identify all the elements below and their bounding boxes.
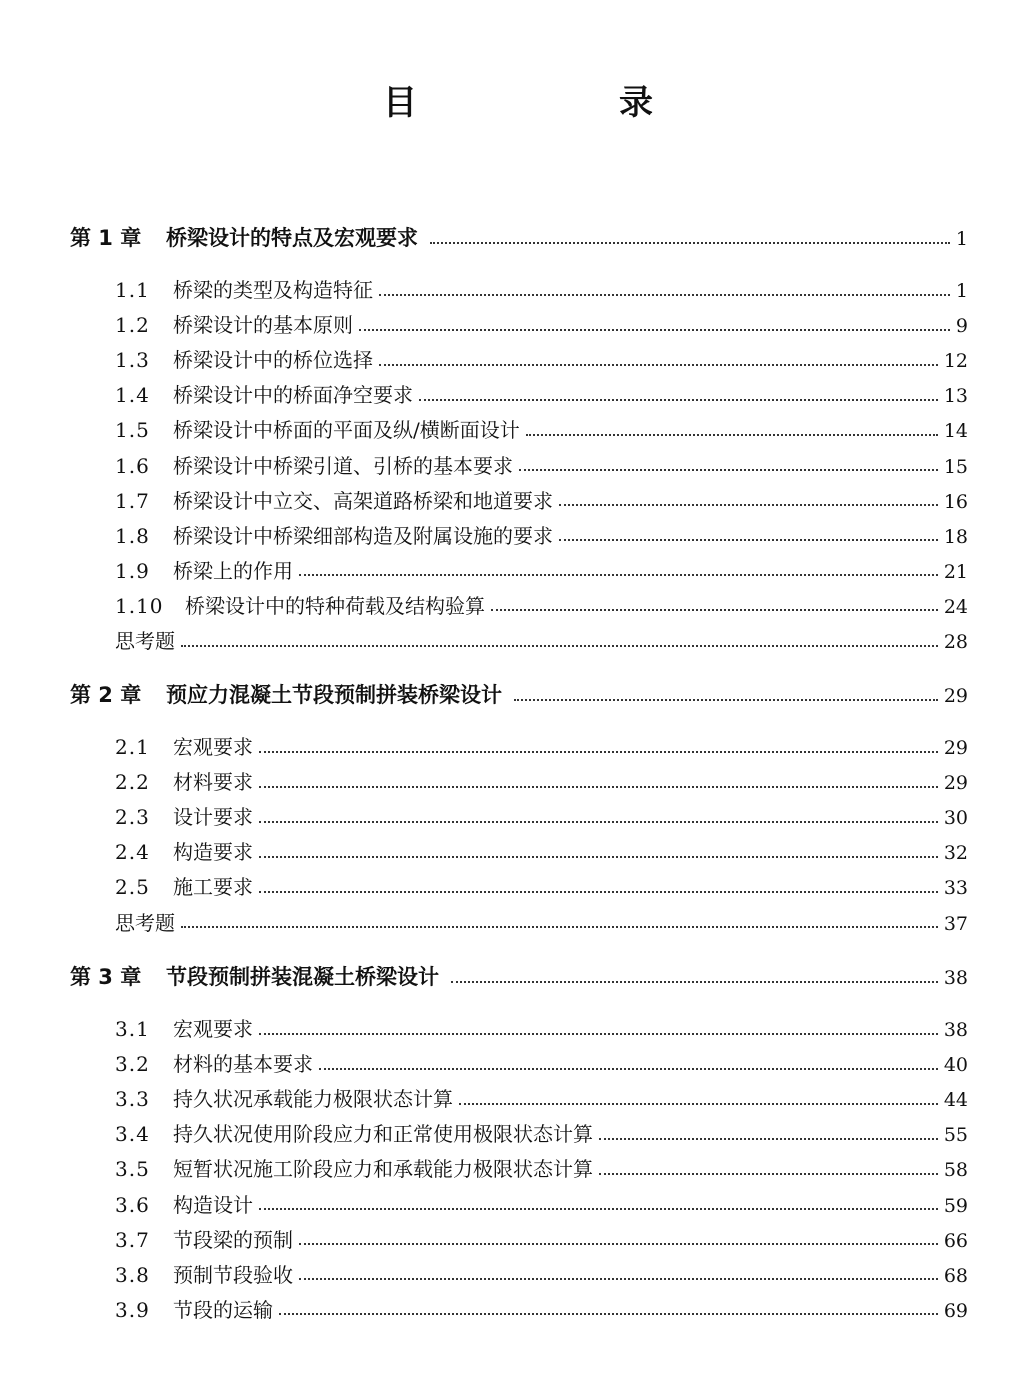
chapter-title: 桥梁设计的特点及宏观要求 xyxy=(166,226,418,250)
dot-leader xyxy=(181,925,938,928)
toc-chapter-row[interactable] xyxy=(70,678,968,712)
toc-section-row[interactable] xyxy=(115,1152,968,1186)
dot-leader xyxy=(259,1032,938,1035)
dot-leader xyxy=(181,644,938,647)
dot-leader xyxy=(259,1207,938,1210)
section-number: 3.2 xyxy=(115,1052,150,1077)
page-number: 58 xyxy=(943,1159,968,1182)
section-number: 2.4 xyxy=(115,840,150,865)
dot-leader xyxy=(299,573,938,576)
page-number: 18 xyxy=(943,525,968,548)
chapter-number: 第 1 章 xyxy=(70,226,142,250)
dot-leader xyxy=(319,1067,938,1070)
section-number: 3.3 xyxy=(115,1087,150,1112)
dot-leader xyxy=(451,980,938,983)
page-number: 14 xyxy=(943,420,968,443)
dot-leader xyxy=(379,293,950,296)
dot-leader xyxy=(259,855,938,858)
section-title: 桥梁设计中立交、高架道路桥梁和地道要求 xyxy=(173,488,553,513)
dot-leader xyxy=(259,890,938,893)
section-title: 桥梁的类型及构造特征 xyxy=(173,278,373,302)
page-number: 29 xyxy=(943,772,968,795)
toc-chapter-row[interactable] xyxy=(70,221,968,255)
dot-leader xyxy=(459,1102,938,1105)
dot-leader xyxy=(359,328,950,331)
dot-leader xyxy=(430,241,950,244)
toc-section-row[interactable] xyxy=(115,484,968,518)
page-number: 55 xyxy=(943,1124,968,1147)
toc-section-row[interactable] xyxy=(115,378,968,412)
section-title: 桥梁设计中的桥面净空要求 xyxy=(173,383,413,408)
toc-section-row[interactable] xyxy=(115,870,968,904)
section-title: 构造要求 xyxy=(173,840,253,865)
section-title: 预制节段验收 xyxy=(173,1262,293,1287)
section-number: 3.9 xyxy=(115,1297,150,1322)
section-number: 1.6 xyxy=(115,453,150,478)
section-title: 材料要求 xyxy=(173,770,253,795)
toc-section-row[interactable] xyxy=(115,343,968,377)
section-title: 施工要求 xyxy=(173,875,253,900)
page-number: 59 xyxy=(943,1194,968,1217)
page-number: 40 xyxy=(943,1054,968,1077)
page-number: 15 xyxy=(943,455,968,478)
toc-section-row[interactable] xyxy=(115,413,968,447)
section-number: 1.7 xyxy=(115,488,150,513)
toc-section-row[interactable] xyxy=(115,308,968,342)
page-number: 29 xyxy=(943,737,968,759)
section-number: 2.1 xyxy=(115,735,150,759)
dot-leader xyxy=(559,503,938,506)
section-title: 短暂状况施工阶段应力和承载能力极限状态计算 xyxy=(173,1157,593,1182)
page-number: 33 xyxy=(943,877,968,900)
dot-leader xyxy=(599,1172,938,1175)
section-number: 3.1 xyxy=(115,1017,150,1041)
toc-section-row[interactable] xyxy=(115,730,968,764)
section-title: 桥梁上的作用 xyxy=(173,558,293,583)
toc-section-row[interactable] xyxy=(115,835,968,869)
toc-section-row[interactable] xyxy=(115,519,968,553)
section-title: 持久状况承载能力极限状态计算 xyxy=(173,1087,453,1112)
toc-section-row[interactable] xyxy=(115,273,968,307)
page-number: 66 xyxy=(943,1229,968,1252)
section-number: 1.4 xyxy=(115,383,150,408)
dot-leader xyxy=(259,750,938,753)
page-number: 44 xyxy=(943,1089,968,1112)
section-number: 1.3 xyxy=(115,348,150,373)
toc-section-row[interactable] xyxy=(115,1188,968,1222)
section-number: 1.5 xyxy=(115,418,150,443)
page-number: 12 xyxy=(943,350,968,373)
section-number: 1.8 xyxy=(115,523,150,548)
dot-leader xyxy=(259,820,938,823)
toc-section-row[interactable] xyxy=(115,449,968,483)
section-number: 1.10 xyxy=(115,593,164,618)
chapter-number: 第 3 章 xyxy=(70,965,142,989)
section-title: 设计要求 xyxy=(173,805,253,830)
section-title: 桥梁设计中的桥位选择 xyxy=(173,348,373,373)
section-number: 2.2 xyxy=(115,770,150,795)
toc-section-row[interactable] xyxy=(115,1258,968,1292)
section-title: 节段的运输 xyxy=(173,1297,273,1322)
toc-section-row[interactable] xyxy=(115,800,968,834)
dot-leader xyxy=(526,433,938,436)
dot-leader xyxy=(299,1277,938,1280)
toc-section-row[interactable] xyxy=(115,1047,968,1081)
toc-section-row[interactable] xyxy=(115,1012,968,1046)
dot-leader xyxy=(559,538,938,541)
section-title: 桥梁设计中桥梁引道、引桥的基本要求 xyxy=(173,453,513,478)
section-title: 桥梁设计的基本原则 xyxy=(173,313,353,338)
section-title: 构造设计 xyxy=(173,1192,253,1217)
section-title: 宏观要求 xyxy=(173,1017,253,1041)
section-number: 1.9 xyxy=(115,558,150,583)
dot-leader xyxy=(279,1312,938,1315)
toc-review-questions-row[interactable] xyxy=(115,624,968,658)
toc-review-questions-row[interactable] xyxy=(115,906,968,940)
section-number: 3.6 xyxy=(115,1192,150,1217)
page-number: 1 xyxy=(955,228,968,250)
dot-leader xyxy=(491,608,938,611)
section-number: 1.1 xyxy=(115,278,150,302)
page-number: 69 xyxy=(943,1299,968,1322)
section-number: 2.3 xyxy=(115,805,150,830)
section-title: 节段梁的预制 xyxy=(173,1227,293,1252)
section-number: 3.5 xyxy=(115,1157,150,1182)
toc-chapter-row[interactable] xyxy=(70,960,968,994)
section-title: 材料的基本要求 xyxy=(173,1052,313,1077)
section-title: 思考题 xyxy=(115,629,175,653)
toc-section-row[interactable] xyxy=(115,1082,968,1116)
toc-section-row[interactable] xyxy=(115,765,968,799)
section-number: 3.8 xyxy=(115,1262,150,1287)
page-number: 16 xyxy=(943,490,968,513)
dot-leader xyxy=(299,1242,938,1245)
page-number: 37 xyxy=(943,912,968,935)
chapter-number: 第 2 章 xyxy=(70,683,142,707)
page-number: 68 xyxy=(943,1264,968,1287)
dot-leader xyxy=(519,468,938,471)
toc-section-row[interactable] xyxy=(115,1293,968,1327)
toc-section-row[interactable] xyxy=(115,589,968,623)
dot-leader xyxy=(379,363,938,366)
section-number: 3.7 xyxy=(115,1227,150,1252)
section-number: 1.2 xyxy=(115,313,150,338)
section-title: 思考题 xyxy=(115,910,175,935)
page-number: 28 xyxy=(943,631,968,653)
page-title: 目 录 xyxy=(383,83,737,123)
section-title: 桥梁设计中桥梁细部构造及附属设施的要求 xyxy=(173,523,553,548)
chapter-title: 节段预制拼装混凝土桥梁设计 xyxy=(166,965,439,989)
page-number: 38 xyxy=(943,967,968,989)
section-number: 3.4 xyxy=(115,1122,150,1147)
dot-leader xyxy=(514,698,938,701)
section-title: 宏观要求 xyxy=(173,735,253,759)
toc-section-row[interactable] xyxy=(115,1223,968,1257)
page-number: 9 xyxy=(955,315,968,338)
page-number: 13 xyxy=(943,385,968,408)
section-title: 持久状况使用阶段应力和正常使用极限状态计算 xyxy=(173,1122,593,1147)
section-number: 2.5 xyxy=(115,875,150,900)
page-number: 32 xyxy=(943,842,968,865)
page-number: 29 xyxy=(943,685,968,707)
page-number: 30 xyxy=(943,807,968,830)
page-number: 1 xyxy=(955,280,968,302)
section-title: 桥梁设计中的特种荷载及结构验算 xyxy=(185,593,485,618)
dot-leader xyxy=(419,398,938,401)
page-number: 24 xyxy=(943,595,968,618)
section-title: 桥梁设计中桥面的平面及纵/横断面设计 xyxy=(173,418,520,443)
toc-section-row[interactable] xyxy=(115,554,968,588)
page-number: 21 xyxy=(943,560,968,583)
dot-leader xyxy=(599,1137,938,1140)
page-number: 38 xyxy=(943,1019,968,1041)
toc-section-row[interactable] xyxy=(115,1117,968,1151)
chapter-title: 预应力混凝土节段预制拼装桥梁设计 xyxy=(166,683,502,707)
dot-leader xyxy=(259,785,938,788)
